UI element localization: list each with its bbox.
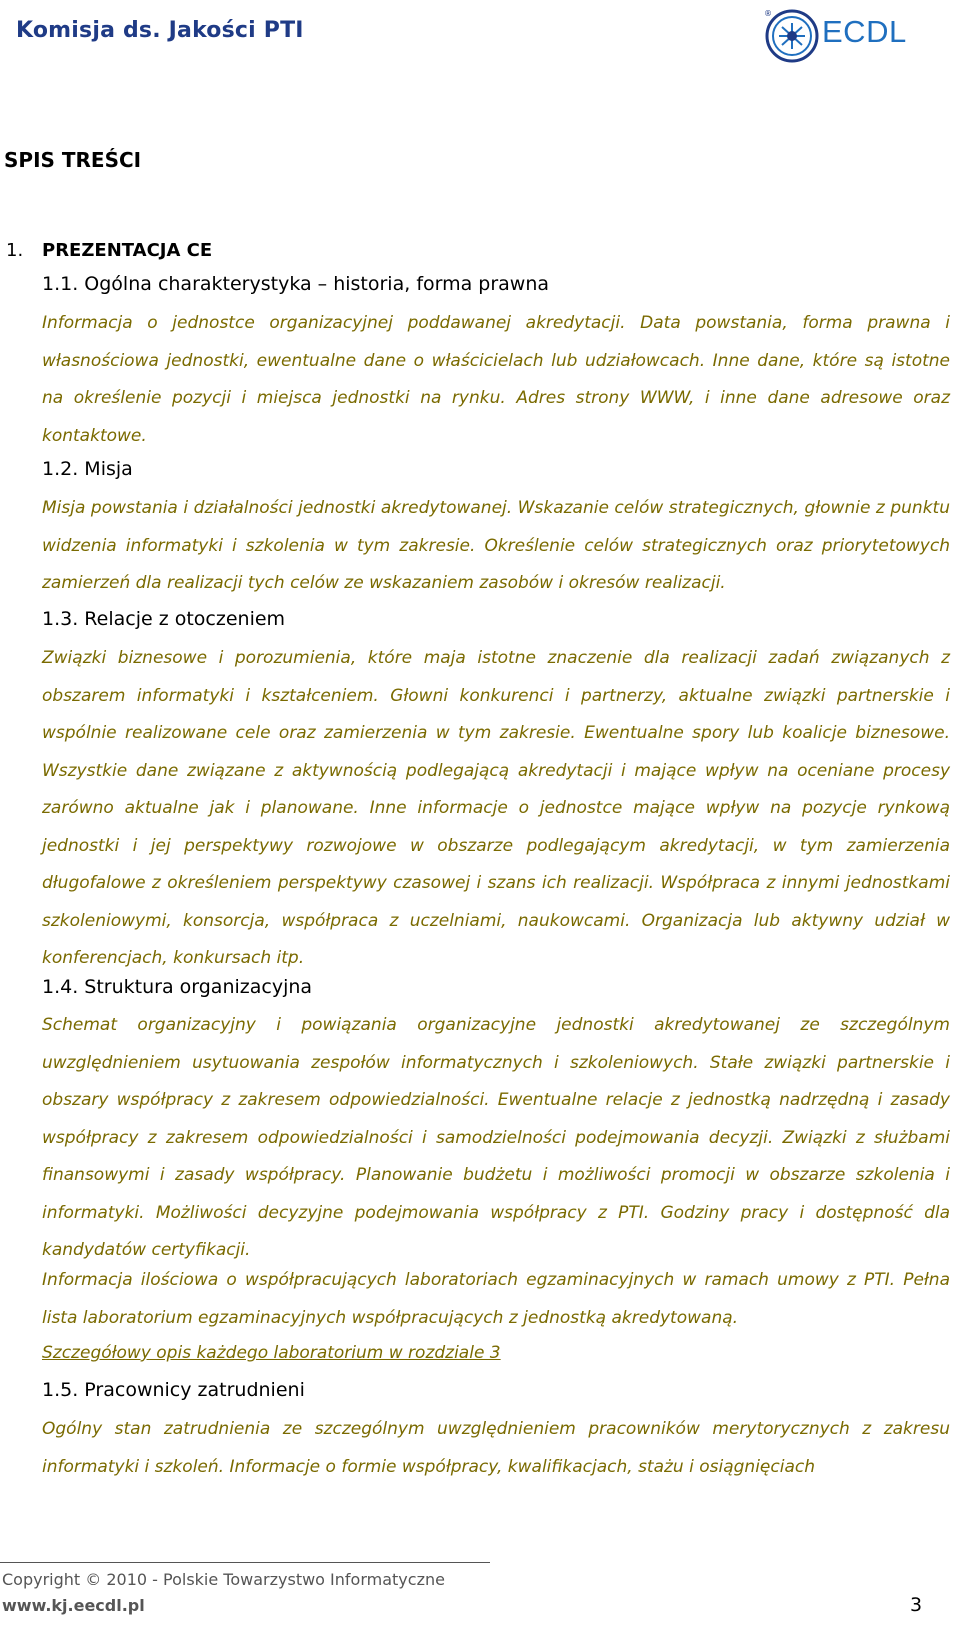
section-heading-1-5: 1.5. Pracownicy zatrudnieni: [42, 1379, 305, 1401]
section-link-wrapper: [42, 1335, 950, 1373]
section-heading-1-2: 1.2. Misja: [42, 458, 133, 480]
svg-text:®: ®: [764, 9, 772, 18]
section-body-1-5: Ogólny stan zatrudnienia ze szczególnym uwzględnieniem pracowników merytorycznych z zakresu informatyki i szkoleń. Informacje o formie współpracy, kwalifikacjach, stażu i osiągnięciach: [42, 1419, 950, 1477]
toc-heading: SPIS TREŚCI: [4, 148, 142, 172]
page-number: 3: [910, 1594, 923, 1616]
section-heading-1-1: 1.1. Ogólna charakterystyka – historia, forma prawna: [42, 273, 550, 295]
chapter-number: 1.: [6, 240, 24, 261]
section-heading-1-3: 1.3. Relacje z otoczeniem: [42, 608, 286, 630]
footer-divider: [0, 1562, 490, 1563]
footer-copyright: Copyright © 2010 - Polskie Towarzystwo Informatyczne: [2, 1570, 445, 1589]
header-title: Komisja ds. Jakości PTI: [16, 18, 304, 43]
chapter-heading: [6, 240, 212, 261]
section-body-1-3: Związki biznesowe i porozumienia, które maja istotne znaczenie dla realizacji zadań związanych z obszarem informatyki i kształceniem. Głowni konkurenci i partnerzy, aktualne związki partnerskie i wspólnie realizowane cele oraz zamierzenia w tym zakresie. Ewentualne spory lub koalicje biznesowe. Wszystkie dane związane z aktywnością podlegającą akredytacji i mające wpływ na oceniane procesy zarówno aktualne jak i planowane. Inne informacje o jednostce mające wpływ na pozycje rynkową jednostki i jej perspektywy rozwojowe w obszarze podlegającym akredytacji, w tym zamierzenia długofalowe z określeniem perspektywy czasowej i szans ich realizacji. Współpraca z innymi jednostkami szkoleniowymi, konsorcja, współpraca z uczelniami, naukowcami. Organizacja lub aktywny udział w konferencjach, konkursach itp.: [42, 648, 950, 968]
section-body-1-4: Schemat organizacyjny i powiązania organizacyjne jednostki akredytowanej ze szczególnym uwzględnieniem usytuowania zespołów informatycznych i szkoleniowych. Stałe związki partnerskie i obszary współpracy z zakresem odpowiedzialności. Ewentualne relacje z jednostką nadrzędną i zasady współpracy z zakresem odpowiedzialności i samodzielności podejmowania decyzji. Związki z służbami finansowymi i zasady współpracy. Planowanie budżetu i możliwości promocji w obszarze szkolenia i informatyki. Możliwości decyzyjne podejmowania współpracy z PTI. Godziny pracy i dostępność dla kandydatów certyfikacji.: [42, 1015, 950, 1260]
footer-website: www.kj.eecdl.pl: [2, 1596, 145, 1615]
section-body-1-1: Informacja o jednostce organizacyjnej poddawanej akredytacji. Data powstania, forma prawna i własnościowa jednostki, ewentualne dane o właścicielach lub udziałowcach. Inne dane, które są istotne na określenie pozycji i miejsca jednostki na rynku. Adres strony WWW, i inne dane adresowe oraz kontaktowe.: [42, 313, 950, 446]
chapter-title: PREZENTACJA CE: [42, 240, 213, 261]
lab-description-link[interactable]: Szczegółowy opis każdego laboratorium w rozdziale 3: [42, 1343, 501, 1363]
section-body-1-4-labs: Informacja ilościowa o współpracujących laboratoriach egzaminacyjnych w ramach umowy z PTI. Pełna lista laboratorium egzaminacyjnych współpracujących z jednostką akredytowaną.: [42, 1270, 950, 1328]
section-body-1-2: Misja powstania i działalności jednostki akredytowanej. Wskazanie celów strategicznych, głownie z punktu widzenia informatyki i szkolenia w tym zakresie. Określenie celów strategicznych oraz priorytetowych zamierzeń dla realizacji tych celów ze wskazaniem zasobów i okresów realizacji.: [42, 498, 950, 593]
logo-text: ECDL: [822, 14, 907, 49]
section-heading-1-4: 1.4. Struktura organizacyjna: [42, 976, 313, 998]
